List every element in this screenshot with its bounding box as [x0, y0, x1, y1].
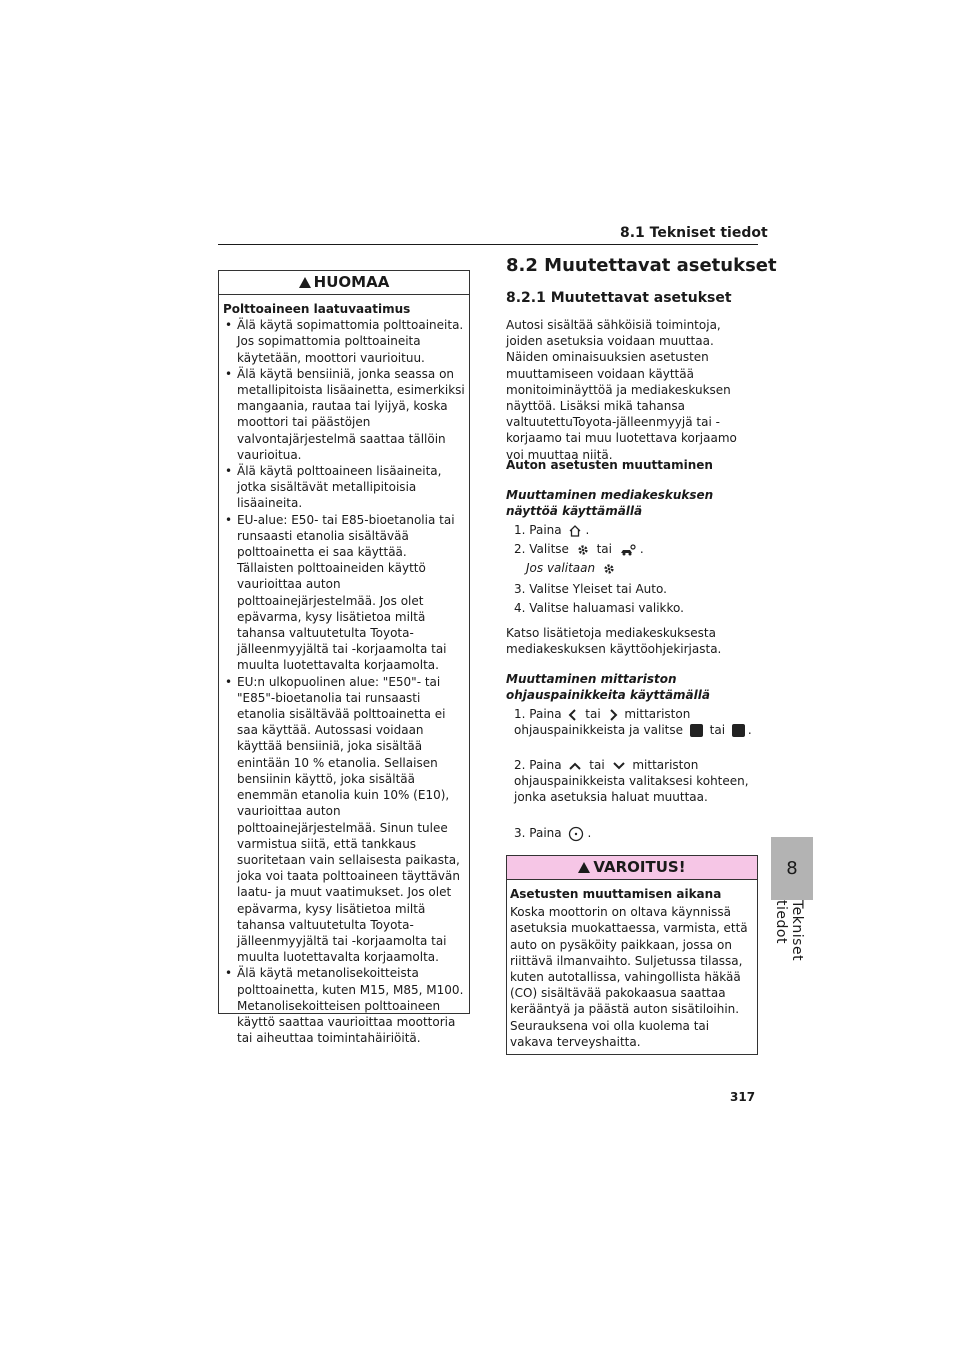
changing-heading: Auton asetusten muuttaminen — [506, 458, 713, 472]
warning-triangle-icon — [578, 862, 590, 873]
section-header-title: 8.1 Tekniset tiedot — [620, 225, 768, 241]
gear-icon — [576, 543, 590, 557]
chevron-up-icon — [568, 761, 582, 771]
warning-subtitle: Asetusten muuttamisen aikana — [510, 887, 722, 901]
notice-box — [218, 270, 470, 1046]
list-item: • Älä käytä metanolisekoitteista polttoainetta, kuten M15, M85, M100. Metanolisekoitteisen polttoaineen käyttö saattaa vaurioittaa moottoria tai aiheuttaa toimintahäiriöitä. — [223, 965, 465, 1046]
notice-subtitle: Polttoaineen laatuvaatimus — [223, 302, 411, 316]
list-item: • EU-alue: E50- tai E85-bioetanolia tai runsaasti etanolia sisältävää polttoainetta ei saa käyttää. Tällaisten polttoaineiden käyttö vaurioittaa auton polttoainejärjestelmää. Jos olet epävarma, kysy lisätietoa miltä tahansa valtuutetulta Toyota-jälleenmyyjältä tai -korjaamolta tai muulta luotettavalta korjaamolta. — [223, 512, 465, 674]
media-step-3: 3. Valitse Yleiset tai Auto. — [514, 582, 667, 596]
page-number: 317 — [730, 1090, 756, 1104]
chapter-tab-number: 8 — [786, 858, 798, 879]
warning-box — [506, 855, 758, 1055]
media-step-4: 4. Valitse haluamasi valikko. — [514, 601, 684, 615]
car-settings-icon — [690, 724, 703, 737]
notice-list — [223, 317, 465, 1046]
list-item: • EU:n ulkopuolinen alue: "E50"- tai "E85"-bioetanolia tai runsaasti etanolia sisältävää polttoainetta ei saa käyttää. Autossasi voidaan käyttää bensiiniä, joka sisältää enintään 10 % etanolia. Sellaisen bensiinin käyttö, joka sisältää enemmän etanolia kuin 10% (E10), vaurioittaa auton polttoainejärjestelmää. Sinun tulee varmistua siitä, että tankkaus suoritetaan vain sellaisesta paikasta, joka voi taata polttoaineen täyttävän laatu- ja muut vaatimukset. Jos olet epävarma, kysy lisätietoa miltä tahansa valtuutetulta Toyota-jälleenmyyjältä tai -korjaamolta tai muulta luotettavalta korjaamolta. — [223, 674, 465, 966]
chevron-right-icon — [608, 708, 618, 722]
media-reference: Katso lisätietoja mediakeskuksesta mediakeskuksen käyttöohjekirjasta. — [506, 626, 722, 657]
section-title: 8.2 Muutettavat asetukset — [506, 255, 777, 276]
media-step-1: 1. Paina . — [514, 523, 590, 537]
warning-triangle-icon — [299, 277, 311, 288]
list-item: • Älä käytä polttoaineen lisäaineita, jotka sisältävät metallipitoisia lisäaineita. — [223, 463, 465, 512]
media-step-2: 2. Valitse tai . — [514, 542, 644, 556]
meter-step-2: 2. Paina tai mittariston ohjauspainikkeista valitaksesi kohteen, jonka asetuksia haluat muuttaa. — [514, 758, 749, 805]
meter-step-1: 1. Paina tai mittariston ohjauspainikkeista ja valitse tai . — [514, 707, 752, 738]
meter-heading: Muuttaminen mittariston ohjauspainikkeita käyttämällä — [506, 672, 710, 703]
media-step-note: Jos valitaan — [526, 561, 619, 576]
notice-header — [219, 271, 469, 295]
settings-icon — [732, 724, 745, 737]
chevron-left-icon — [568, 708, 578, 722]
warning-body — [507, 880, 757, 1050]
media-heading: Muuttaminen mediakeskuksen näyttöä käyttämällä — [506, 488, 714, 519]
gear-icon — [602, 562, 616, 576]
chevron-down-icon — [612, 761, 626, 771]
subsection-title: 8.2.1 Muutettavat asetukset — [506, 290, 732, 306]
home-icon — [568, 524, 582, 538]
notice-body — [219, 295, 469, 1046]
intro-paragraph: Autosi sisältää sähköisiä toimintoja, joiden asetuksia voidaan muuttaa. Näiden ominaisuuksien asetusten muuttamiseen voidaan käyttää monitoiminäyttöä ja mediakeskuksen näyttöä. Lisäksi mikä tahansa valtuutettuToyota-jälleenmyyjä tai -korjaamo tai muu luotettava korjaamo voi muuttaa niitä. — [506, 318, 737, 462]
list-item: • Älä käytä sopimattomia polttoaineita. Jos sopimattomia polttoaineita käytetään, moottori vaurioituu. — [223, 317, 465, 366]
ok-button-icon — [568, 826, 584, 842]
car-settings-icon — [619, 543, 637, 557]
chapter-tab-label: Tekniset tiedot — [773, 900, 805, 962]
notice-title: HUOMAA — [313, 273, 390, 291]
warning-header — [507, 856, 757, 880]
list-item: • Älä käytä bensiiniä, jonka seassa on metallipitoista lisäainetta, esimerkiksi mangaania, rautaa tai lyijyä, koska moottori tai päästöjen valvontajärjestelmä saattaa tällöin vaurioitua. — [223, 366, 465, 463]
warning-text: Koska moottorin on oltava käynnissä asetuksia muokattaessa, varmista, että auto on pysäköity paikkaan, jossa on riittävä ilmanvaihto. Suljetussa tilassa, kuten autotallissa, vahingollista häkää (CO) sisältävää pakokaasua saattaa kerääntyä ja päästä auton sisätiloihin. Seurauksena voi olla kuolema tai vakava terveyshaitta. — [510, 905, 748, 1049]
header-divider — [218, 244, 758, 245]
meter-step-3: 3. Paina . — [514, 826, 592, 840]
warning-title: VAROITUS! — [593, 858, 686, 876]
chapter-tab-label-wrap — [773, 900, 809, 1000]
